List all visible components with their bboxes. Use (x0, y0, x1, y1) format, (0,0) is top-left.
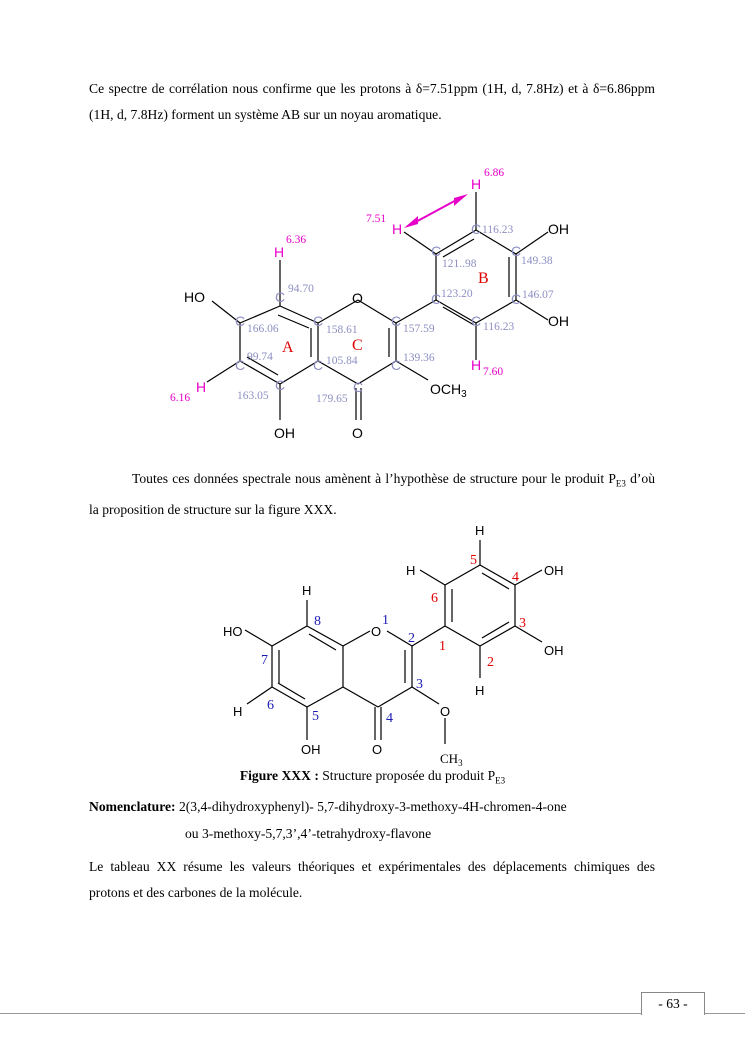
atom-c: C (312, 357, 324, 373)
atom-h: H (471, 176, 482, 192)
ring-label-a: A (282, 339, 294, 356)
ring-label-c: C (352, 337, 363, 354)
position-number: 5 (312, 709, 319, 724)
atom-c: C (470, 313, 482, 329)
atom-h: H (475, 523, 485, 538)
nomenclature-alt: ou 3-methoxy-5,7,3’,4’-tetrahydroxy-flavone (185, 826, 432, 841)
carbon-shift: 149.38 (521, 255, 553, 267)
carbon-shift: 94.70 (288, 283, 314, 295)
ab-coupling-arrow (404, 194, 468, 228)
position-number: 3 (416, 677, 423, 692)
atom-h: H (274, 244, 285, 260)
atom-o-carbonyl: O (372, 742, 383, 757)
atom-h: H (233, 704, 243, 719)
position-number: 1 (382, 613, 389, 628)
atom-o-carbonyl: O (352, 425, 363, 441)
position-number: 2 (408, 631, 415, 646)
atom-o-ring: O (371, 624, 382, 639)
caption-label: Figure XXX (239, 768, 311, 783)
carbon-shift: 116.23 (483, 321, 515, 333)
carbon-shift: 139.36 (403, 352, 435, 364)
carbon-shift: 99.74 (247, 351, 273, 363)
atom-c: C (352, 379, 364, 395)
atom-oh: OH (274, 425, 295, 441)
atom-c: C (274, 377, 286, 393)
atom-h: H (196, 379, 207, 395)
atom-o-methoxy: O (440, 704, 451, 719)
position-number: 5 (470, 553, 477, 568)
carbon-shift: 166.06 (247, 323, 279, 335)
atom-h: H (406, 563, 416, 578)
figure-nmr-structure (160, 158, 600, 448)
position-number: 1 (439, 639, 446, 654)
atom-c: C (430, 243, 442, 259)
proton-shift: 7.60 (483, 366, 504, 378)
carbon-shift: 163.05 (237, 390, 269, 402)
atom-c: C (470, 221, 482, 237)
position-number: 3 (519, 616, 526, 631)
paragraph-hypothesis: Toutes ces données spectrale nous amènent à l’hypothèse de structure pour le produit $P_{E3}$ d’où la proposition de structure sur la figure XXX. (89, 471, 655, 517)
position-number: 6 (267, 698, 274, 713)
position-number: 7 (261, 653, 268, 668)
position-number: 6 (431, 591, 438, 606)
bonds (245, 540, 542, 744)
atom-h: H (392, 221, 403, 237)
position-number: 8 (314, 614, 321, 629)
figure-caption: Figure XXX : Structure proposée du produit $P_{E3}$ (239, 768, 506, 786)
atom-c: C (510, 243, 522, 259)
atom-och3: $OCH_3$ (430, 381, 467, 400)
atom-oh: OH (301, 742, 321, 757)
carbon-shift: 146.07 (522, 289, 554, 301)
atom-c: C (234, 313, 246, 329)
carbon-shift: 157.59 (403, 323, 435, 335)
atom-c: C (430, 291, 442, 307)
position-number: 4 (386, 711, 393, 726)
atom-c: C (274, 289, 286, 305)
carbon-shift: 158.61 (326, 324, 358, 336)
atom-ch3: $CH_3$ (440, 751, 463, 768)
paragraph-ab-system: Ce spectre de corrélation nous confirme que les protons à δ=7.51ppm (1H, d, 7.8Hz) et à δ=6.86ppm (1H, d, 7.8Hz) forment un système AB sur un noyau aromatique. (89, 81, 655, 122)
carbon-shift: 123.20 (441, 288, 473, 300)
atom-c: C (234, 357, 246, 373)
atom-c: C (510, 291, 522, 307)
atom-ho: HO (184, 289, 205, 305)
paragraph-table-summary: Le tableau XX résume les valeurs théoriques et expérimentales des déplacements chimiques des protons et des carbones de la molécule. (89, 859, 655, 900)
footer-rule (0, 1013, 745, 1014)
page-number: - 63 - (641, 992, 705, 1015)
atom-h: H (471, 357, 482, 373)
nomenclature-line: Nomenclature: 2(3,4-dihydroxyphenyl)- 5,7-dihydroxy-3-methoxy-4H-chromen-4-one (89, 799, 567, 814)
figure-proposed-structure (215, 518, 564, 770)
atom-oh: OH (544, 643, 564, 658)
atom-ho: HO (223, 624, 243, 639)
atom-h: H (302, 583, 312, 598)
atom-h: H (475, 683, 485, 698)
carbon-shift: 116.23 (482, 224, 514, 236)
position-number: 4 (512, 570, 519, 585)
carbon-shift: 179.65 (316, 393, 348, 405)
carbon-shift: 105.84 (326, 355, 358, 367)
atom-oh: OH (548, 221, 569, 237)
atom-o-ring: O (352, 290, 363, 306)
position-number: 2 (487, 655, 494, 670)
carbon-shift: 121..98 (442, 258, 477, 270)
proton-shift: 6.86 (484, 167, 505, 179)
atom-c: C (390, 357, 402, 373)
atom-c: C (312, 313, 324, 329)
nomenclature-label: Nomenclature: (89, 799, 176, 814)
ring-label-b: B (478, 270, 489, 287)
atom-oh: OH (548, 313, 569, 329)
proton-shift: 7.51 (366, 213, 387, 225)
atom-oh: OH (544, 563, 564, 578)
proton-shift: 6.36 (286, 234, 307, 246)
atom-c: C (390, 313, 402, 329)
proton-shift: 6.16 (170, 392, 191, 404)
